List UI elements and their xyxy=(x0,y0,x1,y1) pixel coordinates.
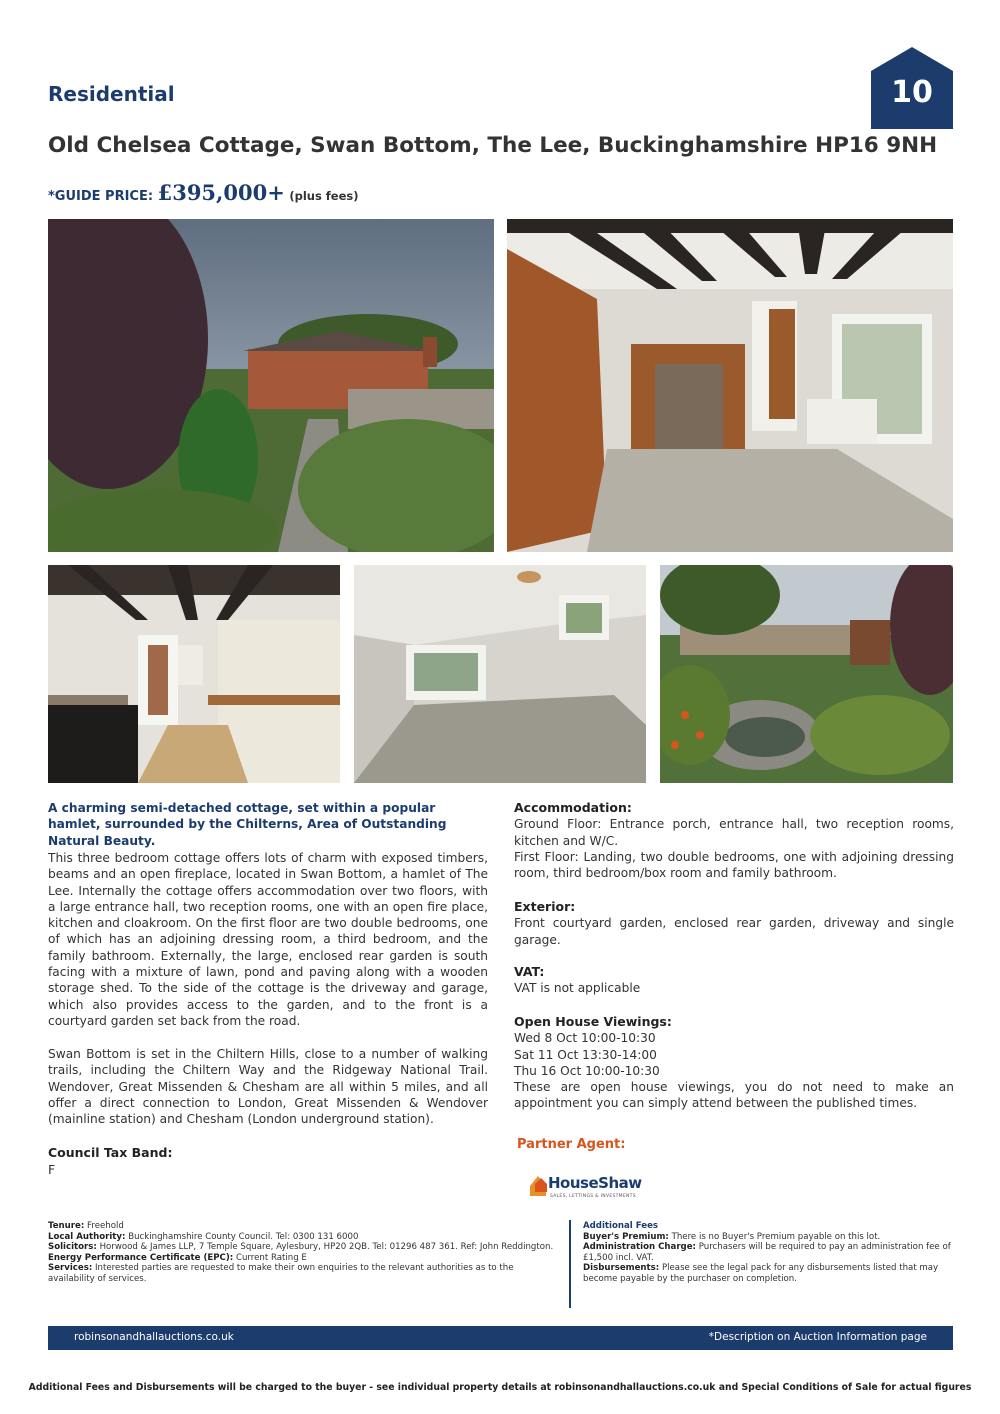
ground-floor-text: Ground Floor: Entrance porch, entrance hall, two reception rooms, kitchen and W/C. xyxy=(514,817,954,848)
property-facts xyxy=(48,1221,558,1285)
viewings-heading: Open House Viewings: xyxy=(514,1014,672,1029)
fee-buyers-premium: Buyer's Premium: There is no Buyer's Premium payable on this lot. xyxy=(583,1231,881,1242)
guide-price-value: £395,000+ xyxy=(157,180,285,205)
additional-fees-heading: Additional Fees xyxy=(583,1221,659,1231)
accommodation-section xyxy=(514,800,954,881)
fee-disbursements: Disbursements: Please see the legal pack for any disbursements listed that may become payable by the purchaser on completion. xyxy=(583,1263,939,1284)
council-tax-value: F xyxy=(48,1162,56,1177)
fee-admin-charge: Administration Charge: Purchasers will be required to pay an administration fee of £1,500 incl. VAT. xyxy=(583,1242,951,1263)
description-paragraph-2: Swan Bottom is set in the Chiltern Hills, close to a number of walking trails, including the Chiltern Way and the Ridgeway National Trail. Wendover, Great Missenden & Chesham are all within 5 miles, and all offer a direct connection to London, Great Missenden & Wendover (mainline station) and Chesham (London underground station). xyxy=(48,1047,488,1127)
logo-tagline: SALES, LETTINGS & INVESTMENTS xyxy=(550,1194,636,1199)
viewing-slot: Thu 16 Oct 10:00-10:30 xyxy=(514,1063,660,1078)
intro-text: A charming semi-detached cottage, set within a popular hamlet, surrounded by the Chilterns, Area of Outstanding Natural Beauty. xyxy=(48,801,447,848)
viewings-note: These are open house viewings, you do not need to make an appointment you can simply attend between the published times. xyxy=(514,1080,954,1111)
fees-disclaimer: Additional Fees and Disbursements will be charged to the buyer - see individual property details at robinsonandhallauctions.co.uk and Special Conditions of Sale for actual figures xyxy=(28,1382,972,1393)
guide-price xyxy=(48,180,359,205)
footer-bar xyxy=(48,1326,953,1350)
houseshaw-logo xyxy=(528,1170,658,1204)
property-title: Old Chelsea Cottage, Swan Bottom, The Lee, Buckinghamshire HP16 9NH xyxy=(48,133,938,158)
fact-local-authority: Local Authority: Buckinghamshire County Council. Tel: 0300 131 6000 xyxy=(48,1231,359,1242)
category-heading: Residential xyxy=(48,82,175,106)
bedroom-photo-icon xyxy=(354,565,646,783)
description-paragraph-1: This three bedroom cottage offers lots of charm with exposed timbers, beams and an open fireplace, located in Swan Bottom, a hamlet of The Lee. Internally the cottage offers accommodation over two floors, with a large entrance hall, two reception rooms, one with an open fire place, kitchen and cloakroom. On the first floor are two double bedrooms, one of which has an adjoining dressing room, a third bedroom, and the family bathroom. Externally, the large, enclosed rear garden is south facing with a mixture of lawn, pond and paving along with a wooden storage shed. To the side of the cottage is the driveway and garage, which also provides access to the garden, and to the front is a courtyard garden set back from the road. xyxy=(48,851,488,1028)
lot-number: 10 xyxy=(891,75,933,110)
house-logo-icon xyxy=(528,1172,550,1198)
fact-epc: Energy Performance Certificate (EPC): Current Rating E xyxy=(48,1252,307,1263)
partner-agent-heading: Partner Agent: xyxy=(517,1137,626,1152)
additional-fees xyxy=(583,1221,955,1285)
accommodation-heading: Accommodation: xyxy=(514,800,632,815)
pond-photo-icon xyxy=(660,565,953,783)
viewing-slot: Wed 8 Oct 10:00-10:30 xyxy=(514,1031,656,1046)
fact-services: Services: Interested parties are requested to make their own enquiries to the relevant authorities as to the availability of services. xyxy=(48,1263,514,1284)
vat-text: VAT is not applicable xyxy=(514,981,641,996)
exterior-heading: Exterior: xyxy=(514,899,576,914)
kitchen-photo-icon xyxy=(48,565,340,783)
photo-garden-pond xyxy=(660,565,953,783)
exterior-section xyxy=(514,899,954,948)
viewing-slot: Sat 11 Oct 13:30-14:00 xyxy=(514,1047,657,1062)
garden-photo-icon xyxy=(48,219,494,552)
guide-price-fees: (plus fees) xyxy=(289,189,359,203)
vat-section xyxy=(514,964,954,997)
council-tax-heading: Council Tax Band: xyxy=(48,1145,173,1160)
first-floor-text: First Floor: Landing, two double bedrooms, one with adjoining dressing room, third bedroom/box room and family bathroom. xyxy=(514,849,954,881)
logo-wordmark: HouseShaw xyxy=(548,1174,642,1192)
fact-tenure: Tenure: Freehold xyxy=(48,1221,124,1231)
vat-heading: VAT: xyxy=(514,964,545,979)
interior-photo-icon xyxy=(507,219,953,552)
footer-divider xyxy=(569,1220,571,1308)
guide-price-label: *GUIDE PRICE: xyxy=(48,189,154,204)
fact-solicitors: Solicitors: Horwood & James LLP, 7 Temple Square, Aylesbury, HP20 2QB. Tel: 01296 487 361. Ref: John Reddington. xyxy=(48,1242,554,1253)
website-link[interactable]: robinsonandhallauctions.co.uk xyxy=(74,1331,234,1343)
photo-kitchen xyxy=(48,565,340,783)
lot-number-badge xyxy=(871,47,953,129)
viewings-section xyxy=(514,1014,954,1112)
exterior-text: Front courtyard garden, enclosed rear garden, driveway and single garage. xyxy=(514,916,954,947)
photo-rear-garden xyxy=(48,219,494,552)
auction-info-note: *Description on Auction Information page xyxy=(708,1331,927,1343)
photo-reception-room xyxy=(507,219,953,552)
photo-bedroom xyxy=(354,565,646,783)
